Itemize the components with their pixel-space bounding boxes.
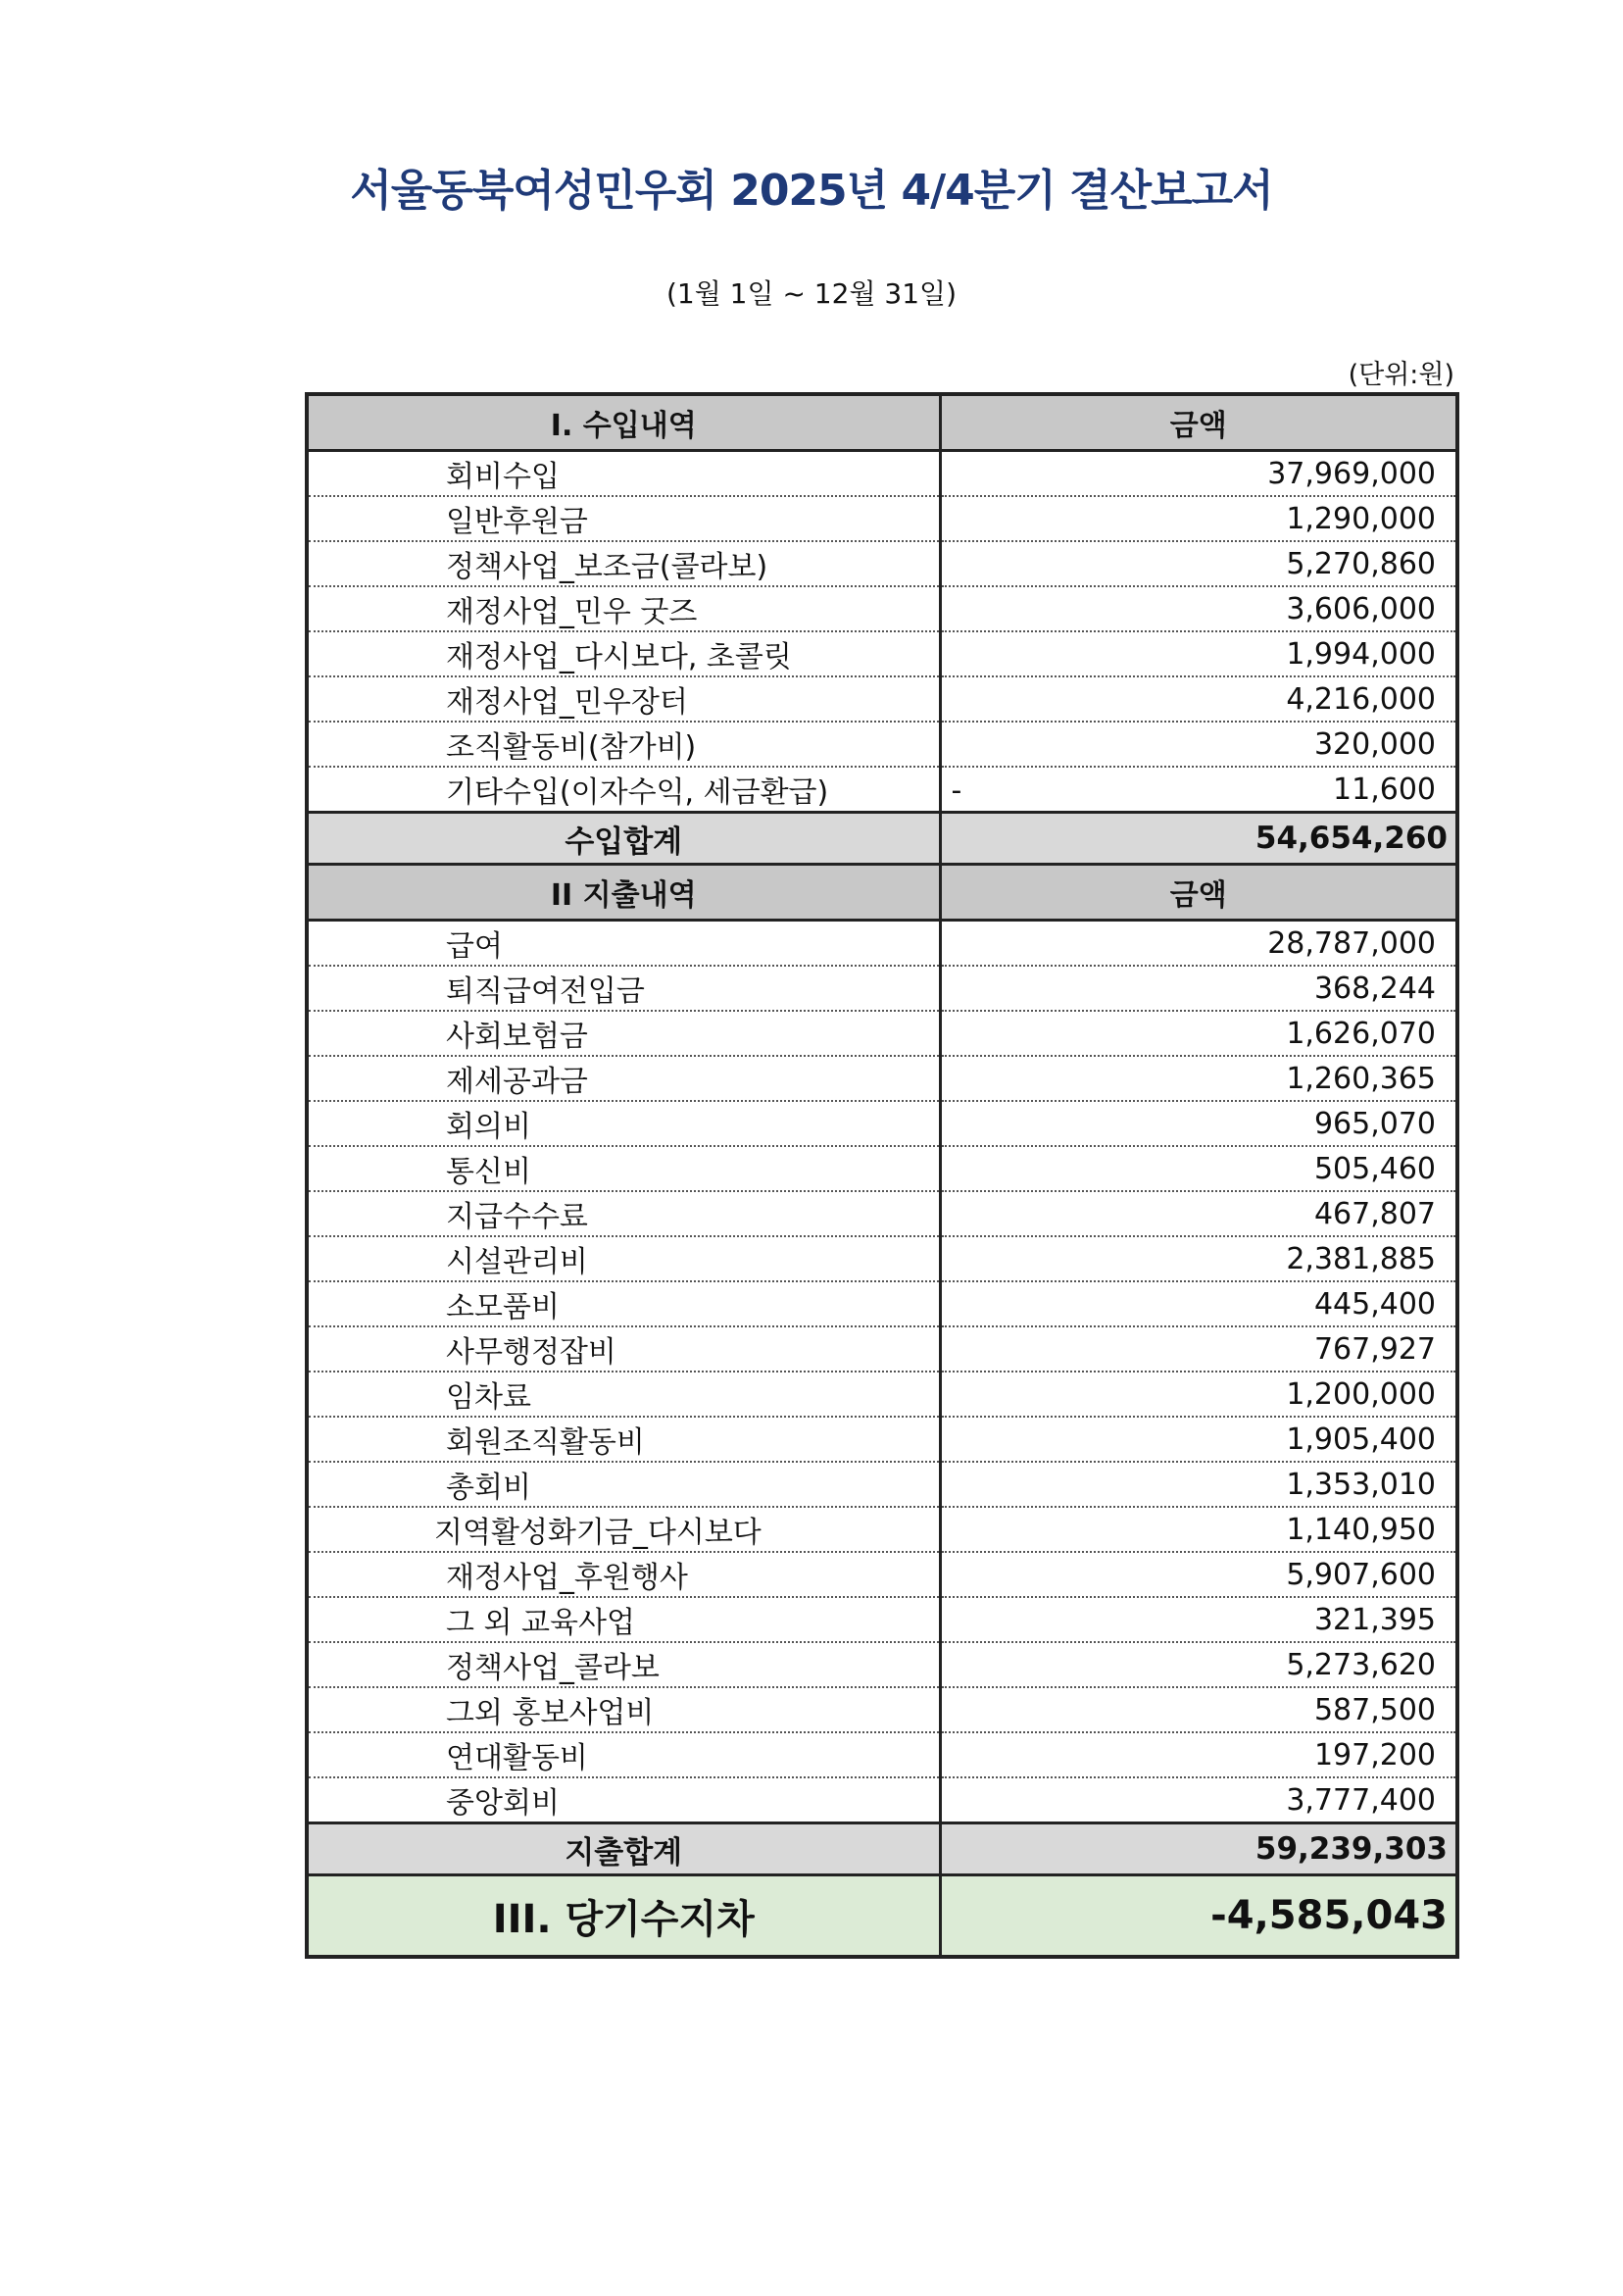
income-item-amount: 4,216,000 [940,676,1457,722]
expense-item-amount: 1,626,070 [940,1011,1457,1056]
expense-item-amount: 505,460 [940,1146,1457,1191]
expense-row [307,1687,1457,1732]
expense-row [307,1777,1457,1823]
expense-item-label: 통신비 [307,1146,940,1191]
balance-amount: -4,585,043 [940,1875,1457,1958]
expense-item-label: 중앙회비 [307,1777,940,1823]
expense-item-amount: 1,353,010 [940,1462,1457,1507]
expense-item-label: 그 외 교육사업 [307,1597,940,1642]
income-row [307,451,1457,497]
expense-item-amount: 445,400 [940,1281,1457,1326]
expense-item-label: 사회보험금 [307,1011,940,1056]
income-row [307,767,1457,813]
income-row [307,676,1457,722]
income-item-label: 기타수입(이자수익, 세금환급) [307,767,940,813]
settlement-table [305,392,1459,1959]
expense-item-label: 지급수수료 [307,1191,940,1236]
income-item-label: 정책사업_보조금(콜라보) [307,541,940,586]
expense-row [307,921,1457,967]
expense-item-label: 재정사업_후원행사 [307,1552,940,1597]
expense-item-label: 급여 [307,921,940,967]
income-row [307,541,1457,586]
income-total-row [307,813,1457,865]
income-item-amount: 37,969,000 [940,451,1457,497]
expense-row [307,1191,1457,1236]
income-item-amount-cell [940,767,1457,813]
report-period: (1월 1일 ~ 12월 31일) [666,277,957,310]
expense-item-label: 소모품비 [307,1281,940,1326]
income-header-label: I. 수입내역 [307,394,940,451]
expense-item-label: 임차료 [307,1372,940,1417]
income-item-amount: 1,290,000 [940,496,1457,541]
expense-row [307,1417,1457,1462]
income-item-label: 조직활동비(참가비) [307,722,940,767]
income-row [307,586,1457,631]
expense-total-amount: 59,239,303 [940,1823,1457,1875]
expense-row [307,1326,1457,1372]
income-item-label: 재정사업_민우장터 [307,676,940,722]
income-item-label: 회비수입 [307,451,940,497]
income-item-label: 재정사업_다시보다, 초콜릿 [307,631,940,676]
expense-row [307,1642,1457,1687]
income-row [307,496,1457,541]
expense-item-amount: 2,381,885 [940,1236,1457,1281]
expense-header-label: II 지출내역 [307,865,940,921]
expense-header-row [307,865,1457,921]
expense-item-amount: 965,070 [940,1101,1457,1146]
dash-mark: - [951,774,962,808]
income-row [307,631,1457,676]
income-item-amount: 11,600 [1333,772,1436,807]
expense-row [307,1732,1457,1777]
expense-item-amount: 1,905,400 [940,1417,1457,1462]
income-item-label: 재정사업_민우 굿즈 [307,586,940,631]
expense-item-amount: 1,140,950 [940,1507,1457,1552]
balance-row [307,1875,1457,1958]
expense-item-amount: 467,807 [940,1191,1457,1236]
expense-row [307,1146,1457,1191]
expense-item-label: 총회비 [307,1462,940,1507]
income-header-row [307,394,1457,451]
expense-item-amount: 28,787,000 [940,921,1457,967]
expense-row [307,1552,1457,1597]
expense-row [307,1281,1457,1326]
balance-label: III. 당기수지차 [307,1875,940,1958]
expense-item-amount: 3,777,400 [940,1777,1457,1823]
expense-item-amount: 1,260,365 [940,1056,1457,1101]
income-item-amount: 5,270,860 [940,541,1457,586]
expense-item-label: 사무행정잡비 [307,1326,940,1372]
expense-item-amount: 197,200 [940,1732,1457,1777]
expense-total-row [307,1823,1457,1875]
expense-item-label: 그외 홍보사업비 [307,1687,940,1732]
expense-row [307,1011,1457,1056]
expense-item-label: 퇴직급여전입금 [307,966,940,1011]
expense-row [307,1372,1457,1417]
expense-item-label: 제세공과금 [307,1056,940,1101]
expense-row [307,1462,1457,1507]
expense-item-amount: 368,244 [940,966,1457,1011]
expense-item-amount: 767,927 [940,1326,1457,1372]
unit-label: (단위:원) [1348,360,1454,390]
expense-item-label: 회원조직활동비 [307,1417,940,1462]
income-total-label: 수입합계 [307,813,940,865]
expense-item-amount: 5,273,620 [940,1642,1457,1687]
expense-row [307,1597,1457,1642]
income-item-amount: 320,000 [940,722,1457,767]
expense-row [307,1056,1457,1101]
expense-item-amount: 321,395 [940,1597,1457,1642]
expense-item-label: 지역활성화기금_다시보다 [307,1507,940,1552]
expense-item-label: 회의비 [307,1101,940,1146]
income-item-label: 일반후원금 [307,496,940,541]
expense-row [307,1236,1457,1281]
expense-row [307,1507,1457,1552]
expense-total-label: 지출합계 [307,1823,940,1875]
expense-item-amount: 5,907,600 [940,1552,1457,1597]
income-header-amount: 금액 [940,394,1457,451]
expense-item-amount: 587,500 [940,1687,1457,1732]
income-total-amount: 54,654,260 [940,813,1457,865]
report-title: 서울동북여성민우회 2025년 4/4분기 결산보고서 [350,166,1273,216]
expense-row [307,966,1457,1011]
income-item-amount: 1,994,000 [940,631,1457,676]
expense-item-label: 정책사업_콜라보 [307,1642,940,1687]
income-row [307,722,1457,767]
expense-header-amount: 금액 [940,865,1457,921]
expense-item-amount: 1,200,000 [940,1372,1457,1417]
expense-item-label: 시설관리비 [307,1236,940,1281]
expense-row [307,1101,1457,1146]
income-item-amount: 3,606,000 [940,586,1457,631]
expense-item-label: 연대활동비 [307,1732,940,1777]
